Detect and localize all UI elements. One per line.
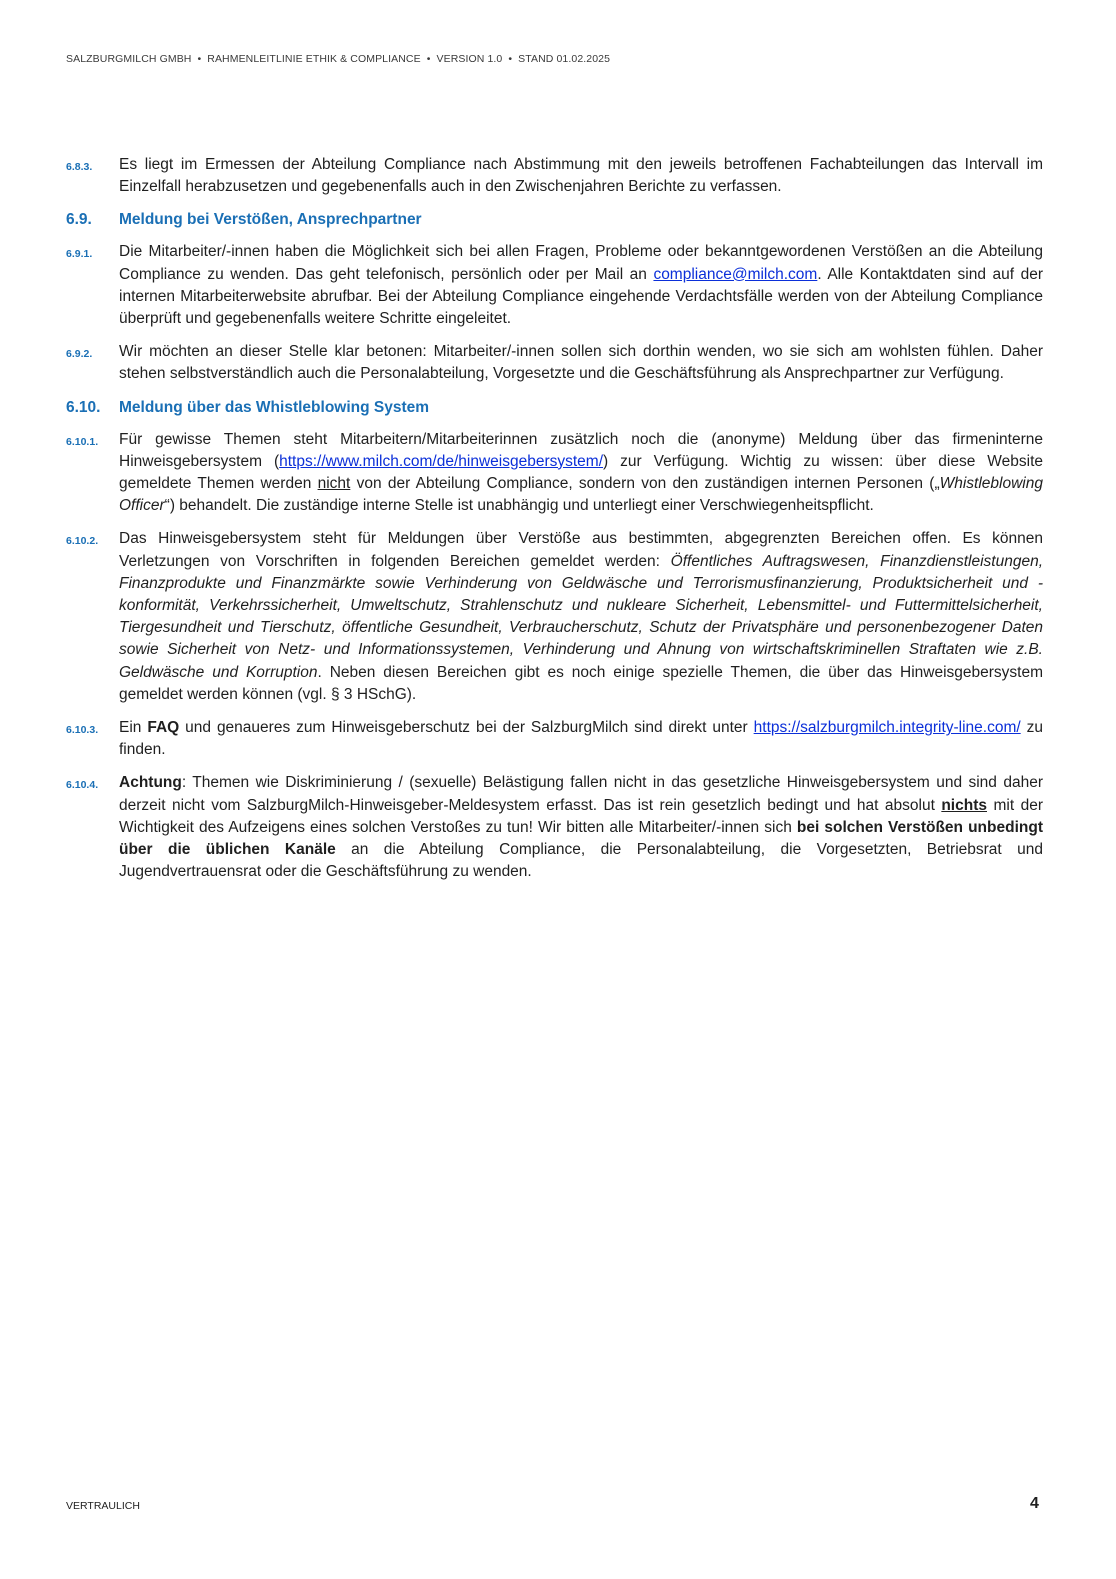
paragraph-6-10-4 xyxy=(66,772,1043,883)
paragraph-text: “) behandelt. Die zuständige interne Stelle ist unabhängig und unterliegt einer Verschwiegenheitspflicht. xyxy=(164,497,874,515)
paragraph-text: von der Abteilung Compliance, sondern von den zuständigen internen Personen („ xyxy=(350,475,940,493)
section-heading-6-10 xyxy=(66,397,1043,419)
paragraph-text: . Alle Kontaktdaten sind auf der internen Mitarbeiterwebsite abrufbar. Bei der Abteilung Compliance eingehende Verdachtsfälle werden von der Abteilung Compliance überprüft und gegebenenfalls weitere Schritte eingeleitet. xyxy=(119,265,1043,328)
paragraph-text: Das Hinweisgebersystem steht für Meldungen über Verstöße aus bestimmten, abgegrenzten Bereichen offen. Es können Verletzungen von Vorschriften in folgenden Bereichen gemeldet werden: xyxy=(119,530,1043,570)
paragraph-text: Für gewisse Themen steht Mitarbeitern/Mitarbeiterinnen zusätzlich noch die (anonyme) Meldung über das firmeninterne Hinweisgebersystem ( xyxy=(119,430,1043,470)
paragraph-text: Es liegt im Ermessen der Abteilung Compliance nach Abstimmung mit den jeweils betroffenen Fachabteilungen das Intervall im Einzelfall herabzusetzen und gegebenenfalls auch in den Zwischenjahren Berichte zu verfassen. xyxy=(119,156,1043,196)
paragraph-6-9-1 xyxy=(66,241,1043,330)
underlined-word: nicht xyxy=(317,475,351,493)
whistleblower-system-link[interactable]: https://www.milch.com/de/hinweisgebersystem/ xyxy=(279,452,604,470)
paragraph-number: 6.10.3. xyxy=(66,724,99,737)
paragraph-text: zu finden. xyxy=(119,719,1043,759)
page-number: 4 xyxy=(1030,1495,1039,1512)
section-heading-6-9 xyxy=(66,209,1043,231)
header-company: SALZBURGMILCH GMBH xyxy=(66,53,192,65)
paragraph-number: 6.9.1. xyxy=(66,248,93,261)
paragraph-number: 6.10.4. xyxy=(66,779,99,792)
paragraph-6-9-2 xyxy=(66,341,1043,385)
paragraph-6-10-2 xyxy=(66,528,1043,706)
paragraph-text: mit der Wichtigkeit des Aufzeigens eines solchen Verstoßes zu tun! Wir bitten alle Mitarbeiter/-innen sich xyxy=(119,796,1043,836)
paragraph-text: : Themen wie Diskriminierung / (sexuelle) Belästigung fallen nicht in das gesetzliche Hinweisgebersystem und sind daher derzeit nicht vom SalzburgMilch-Hinweisgeber-Meldesystem erfasst. Das ist rein gesetzlich bedingt und hat absolut xyxy=(119,774,1043,814)
paragraph-text: ) zur Verfügung. Wichtig zu wissen: über diese Website gemeldete Themen werden xyxy=(119,452,1044,493)
paragraph-number: 6.8.3. xyxy=(66,161,93,173)
underlined-bold-word: nichts xyxy=(941,796,987,814)
header-separator: • xyxy=(197,53,202,65)
section-title: Meldung bei Verstößen, Ansprechpartner xyxy=(119,211,422,229)
paragraph-number: 6.9.2. xyxy=(66,348,93,361)
section-title: Meldung über das Whistleblowing System xyxy=(119,398,430,416)
confidential-label: VERTRAULICH xyxy=(66,1500,140,1512)
bold-term: Achtung xyxy=(119,774,182,792)
paragraph-number: 6.10.2. xyxy=(66,535,99,548)
section-number: 6.9. xyxy=(66,211,92,229)
paragraph-text: . Neben diesen Bereichen gibt es noch einige spezielle Themen, die über das Hinweisgebersystem gemeldet werden können (vgl. § 3 HSchG). xyxy=(119,663,1043,703)
paragraph-6-8-3 xyxy=(66,154,1043,198)
italic-term: Whistleblowing Officer xyxy=(119,475,1043,515)
paragraph-text: an die Abteilung Compliance, die Personalabteilung, die Vorgesetzten, Betriebsrat und Jugendvertrauensrat oder die Geschäftsführung zu wenden. xyxy=(119,841,1043,881)
header-date: STAND 01.02.2025 xyxy=(518,53,611,65)
paragraph-6-10-3 xyxy=(66,717,1043,761)
paragraph-number: 6.10.1. xyxy=(66,435,99,448)
page-header xyxy=(66,53,610,65)
integrity-line-link[interactable]: https://salzburgmilch.integrity-line.com/ xyxy=(753,719,1021,737)
header-separator: • xyxy=(508,53,513,65)
document-body xyxy=(66,154,1043,894)
bold-phrase: bei solchen Verstößen unbedingt über die üblichen Kanäle xyxy=(119,818,1043,859)
italic-area-list: Öffentliches Auftragswesen, Finanzdienstleistungen, Finanzprodukte und Finanzmärkte sowie Verhinderung von Geldwäsche und Terrorismusfinanzierung, Produktsicherheit und -konformität, Verkehrssicherheit, Umweltschutz, Strahlenschutz und nukleare Sicherheit, Lebensmittel- und Futtermittelsicherheit, Tiergesundheit und Tierschutz, öffentliche Gesundheit, Verbraucherschutz, Schutz der Privatsphäre und personenbezogener Daten sowie Sicherheit von Netz- und Informationssystemen, Verhinderung und Ahnung von wirtschaftskriminellen Straftaten wie z.B. Geldwäsche und Korruption xyxy=(119,552,1044,681)
bold-term: FAQ xyxy=(147,719,180,737)
header-version: VERSION 1.0 xyxy=(436,53,503,65)
paragraph-text: und genaueres zum Hinweisgeberschutz bei der SalzburgMilch sind direkt unter xyxy=(179,719,754,737)
email-link[interactable]: compliance@milch.com xyxy=(653,265,818,283)
paragraph-text: Ein xyxy=(119,719,148,737)
header-separator: • xyxy=(426,53,431,65)
section-number: 6.10. xyxy=(66,398,101,416)
paragraph-6-10-1 xyxy=(66,429,1043,518)
header-document-title: RAHMENLEITLINIE ETHIK & COMPLIANCE xyxy=(207,53,421,65)
paragraph-text: Die Mitarbeiter/-innen haben die Möglichkeit sich bei allen Fragen, Probleme oder bekanntgewordenen Verstößen an die Abteilung Compliance zu wenden. Das geht telefonisch, persönlich oder per Mail an xyxy=(119,243,1043,283)
paragraph-text: Wir möchten an dieser Stelle klar betonen: Mitarbeiter/-innen sollen sich dorthin wenden, wo sie sich am wohlsten fühlen. Daher stehen selbstverständlich auch die Personalabteilung, Vorgesetzte und die Geschäftsführung als Ansprechpartner zur Verfügung. xyxy=(119,343,1043,383)
